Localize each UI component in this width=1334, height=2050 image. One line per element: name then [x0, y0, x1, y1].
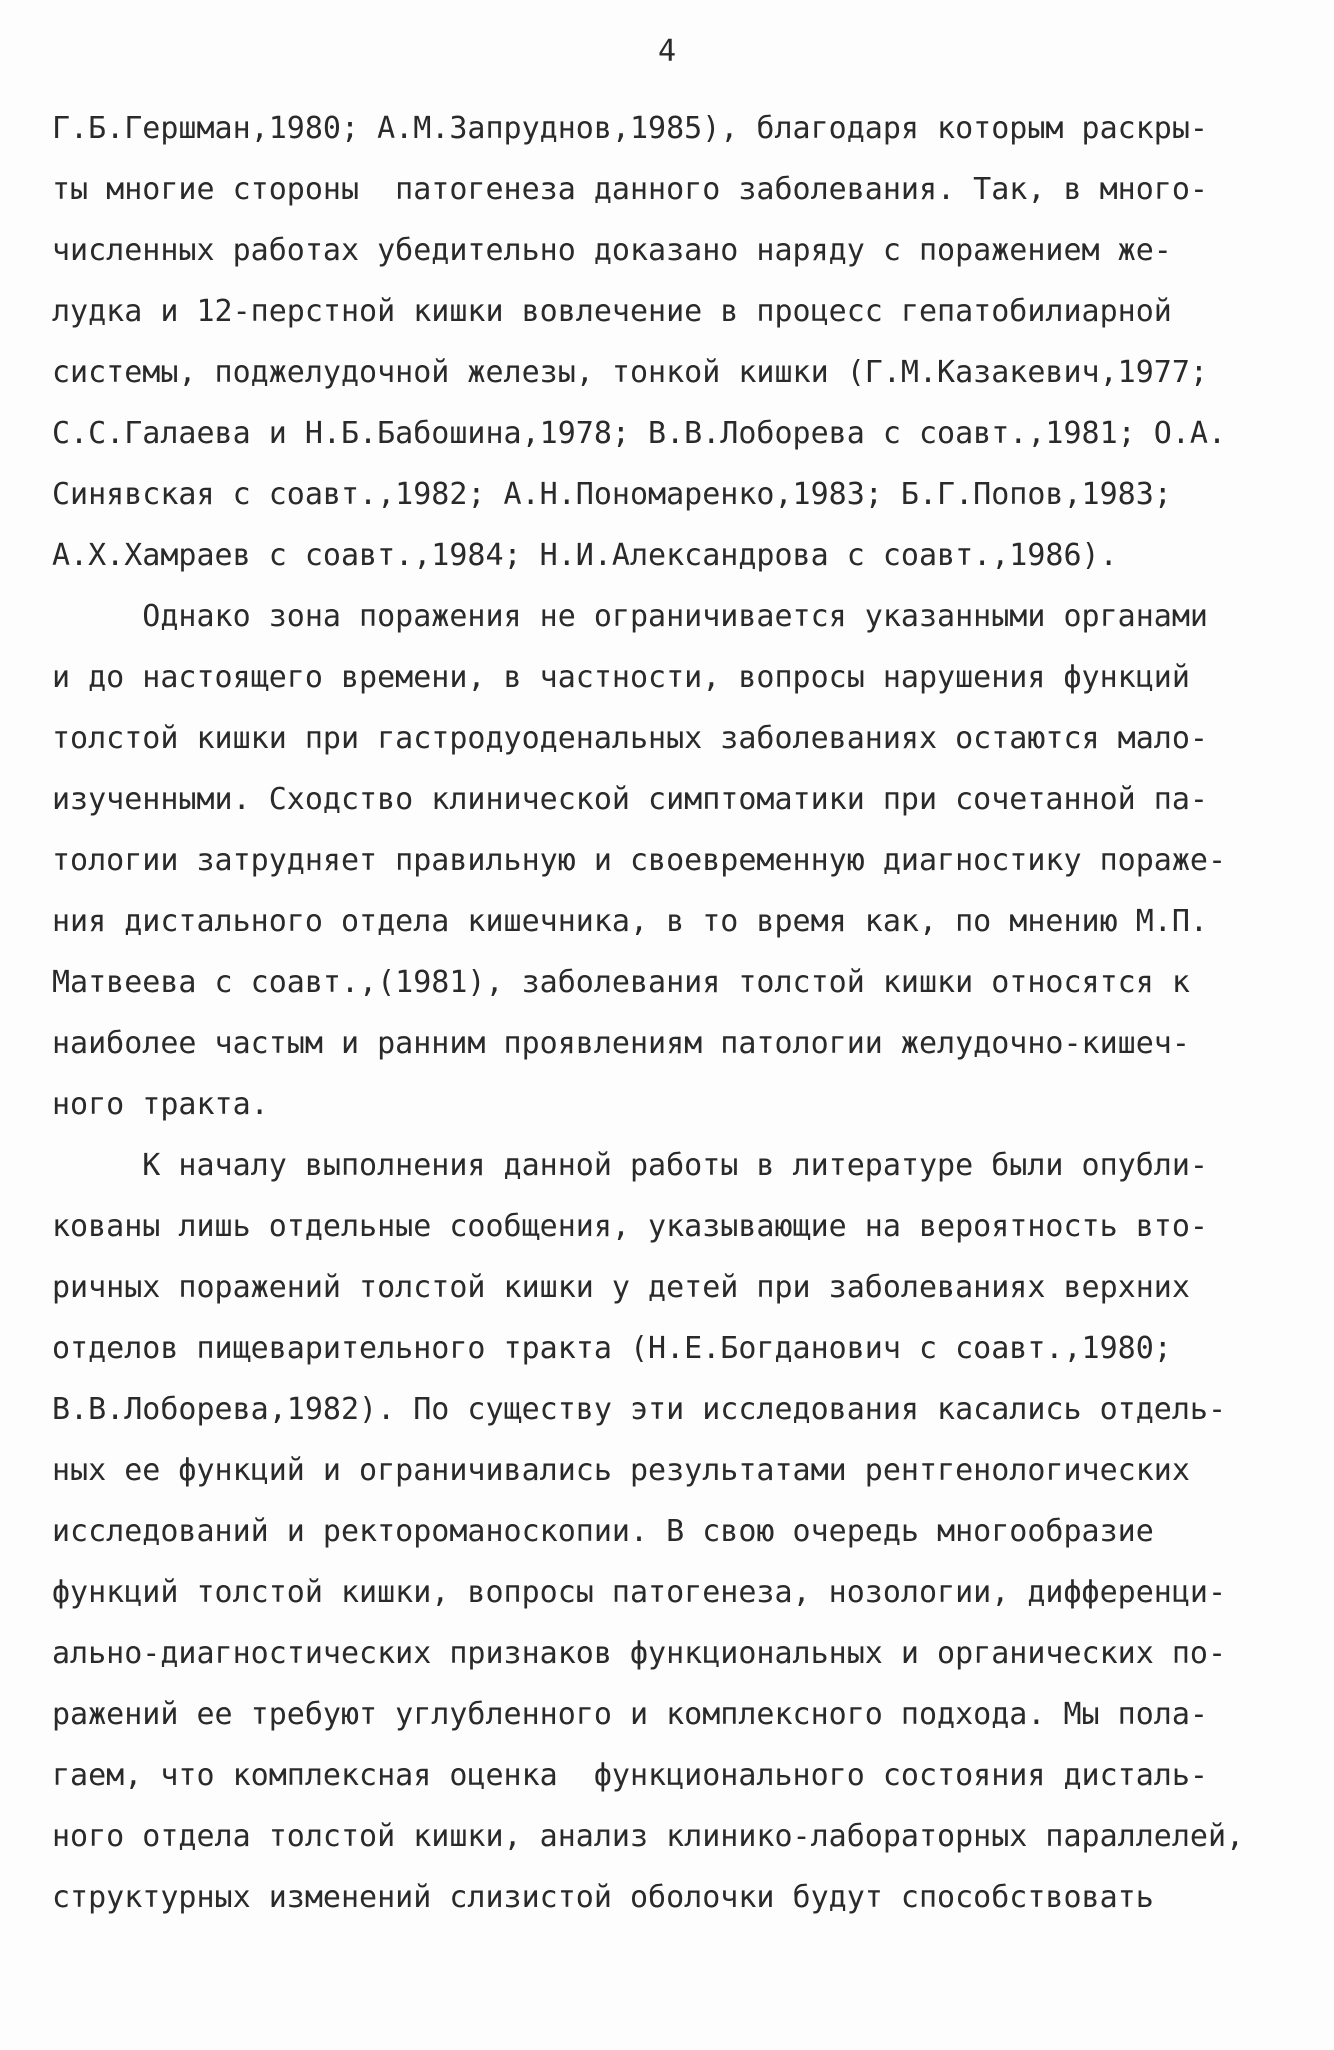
text-line: системы, поджелудочной железы, тонкой кишки (Г.М.Казакевич,1977; — [52, 355, 1208, 390]
text-line: исследований и ректороманоскопии. В свою очередь многообразие — [52, 1514, 1154, 1549]
text-line: С.С.Галаева и Н.Б.Бабошина,1978; В.В.Лоборева с соавт.,1981; О.А. — [52, 416, 1226, 451]
text-line: гаем, что комплексная оценка функционального состояния дисталь- — [52, 1758, 1208, 1793]
text-line: ражений ее требуют углубленного и комплексного подхода. Мы пола- — [52, 1697, 1208, 1732]
text-line: функций толстой кишки, вопросы патогенеза, нозологии, дифференци- — [52, 1575, 1226, 1610]
text-line: и до настоящего времени, в частности, вопросы нарушения функций — [52, 660, 1190, 695]
text-line: тологии затрудняет правильную и своевременную диагностику пораже- — [52, 843, 1226, 878]
paragraph — [52, 1135, 1282, 1928]
text-line: кованы лишь отдельные сообщения, указывающие на вероятность вто- — [52, 1209, 1208, 1244]
text-line: ного тракта. — [52, 1087, 269, 1122]
page-number: 4 — [657, 34, 677, 69]
text-line: ных ее функций и ограничивались результатами рентгенологических — [52, 1453, 1190, 1488]
text-line: В.В.Лоборева,1982). По существу эти исследования касались отдель- — [52, 1392, 1226, 1427]
text-line: ально-диагностических признаков функциональных и органических по- — [52, 1636, 1226, 1671]
text-line: К началу выполнения данной работы в литературе были опубли- — [52, 1148, 1208, 1183]
paragraph — [52, 586, 1282, 1135]
text-line: численных работах убедительно доказано наряду с поражением же- — [52, 233, 1172, 268]
text-line: толстой кишки при гастродуоденальных заболеваниях остаются мало- — [52, 721, 1208, 756]
text-line: Г.Б.Гершман,1980; А.М.Запруднов,1985), благодаря которым раскры- — [52, 111, 1208, 146]
text-line: ты многие стороны патогенеза данного заболевания. Так, в много- — [52, 172, 1208, 207]
text-line: лудка и 12-перстной кишки вовлечение в процесс гепатобилиарной — [52, 294, 1172, 329]
text-line: А.Х.Хамраев с соавт.,1984; Н.И.Александрова с соавт.,1986). — [52, 538, 1118, 573]
text-line: изученными. Сходство клинической симптоматики при сочетанной па- — [52, 782, 1208, 817]
text-line: отделов пищеварительного тракта (Н.Е.Богданович с соавт.,1980; — [52, 1331, 1172, 1366]
text-line: ния дистального отдела кишечника, в то время как, по мнению М.П. — [52, 904, 1208, 939]
paragraph — [52, 98, 1282, 586]
text-line: Однако зона поражения не ограничивается указанными органами — [52, 599, 1208, 634]
document-body — [52, 98, 1282, 1928]
text-line: ного отдела толстой кишки, анализ клинико-лабораторных параллелей, — [52, 1819, 1245, 1854]
text-line: Синявская с соавт.,1982; А.Н.Пономаренко,1983; Б.Г.Попов,1983; — [52, 477, 1172, 512]
text-line: структурных изменений слизистой оболочки будут способствовать — [52, 1880, 1154, 1915]
text-line: ричных поражений толстой кишки у детей при заболеваниях верхних — [52, 1270, 1190, 1305]
text-line: Матвеева с соавт.,(1981), заболевания толстой кишки относятся к — [52, 965, 1190, 1000]
text-line: наиболее частым и ранним проявлениям патологии желудочно-кишеч- — [52, 1026, 1190, 1061]
